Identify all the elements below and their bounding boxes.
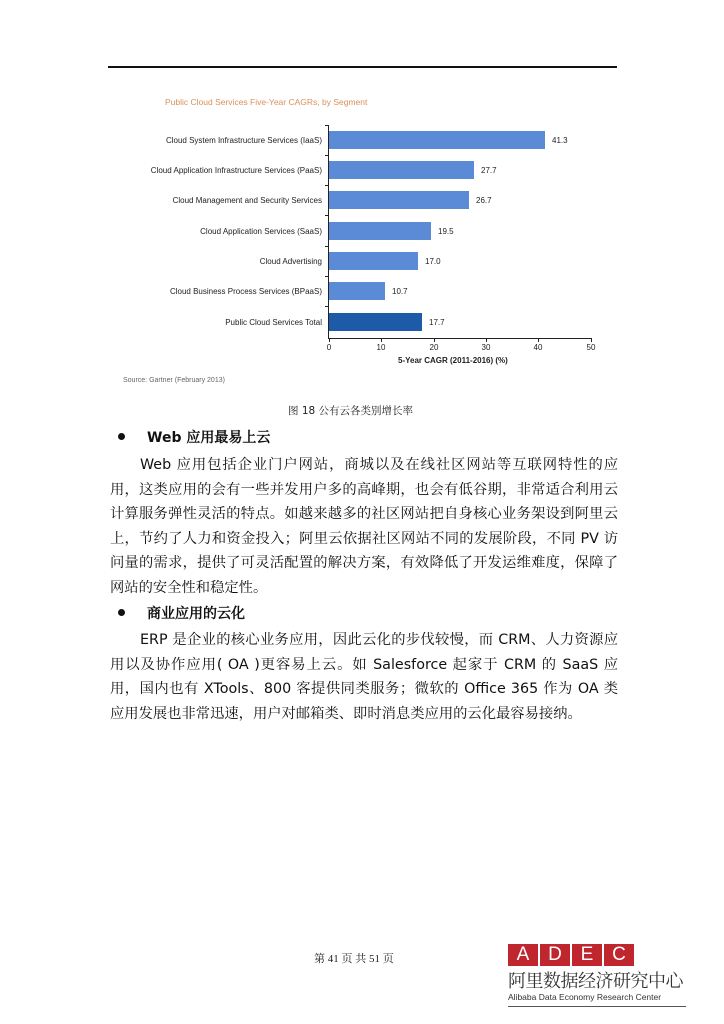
category-label: Cloud System Infrastructure Services (IaaS) (165, 136, 322, 145)
x-tick (329, 338, 330, 342)
x-tick-label: 50 (586, 343, 596, 352)
chart-source: Source: Gartner (February 2013) (123, 377, 225, 384)
x-tick-label: 0 (326, 343, 332, 352)
chart-title: Public Cloud Services Five-Year CAGRs, by Segment (165, 97, 368, 107)
bar-iaas (329, 131, 545, 149)
y-tick (325, 125, 329, 126)
bar-bpaas (329, 282, 385, 300)
y-tick (325, 185, 329, 186)
value-label: 17.7 (429, 318, 445, 327)
x-tick (381, 338, 382, 342)
y-tick (325, 276, 329, 277)
category-label: Cloud Business Process Services (BPaaS) (169, 287, 322, 296)
category-label: Cloud Management and Security Services (172, 196, 322, 205)
value-label: 17.0 (425, 257, 441, 266)
x-axis (328, 338, 592, 339)
paragraph-text: Web 应用包括企业门户网站，商城以及在线社区网站等互联网特性的应用，这类应用的会有一些并发用户多的高峰期，也会有低谷期，非常适合利用云计算服务弹性灵活的特点。如越来越多的社区网站把自身核心业务架设到阿里云上，节约了人力和资金投入；阿里云依据社区网站不同的发展阶段，不同 PV 访问量的需求，提供了可灵活配置的解决方案，有效降低了开发运维难度，保障了网站的安全性和稳定性。 (110, 457, 618, 596)
y-tick (325, 215, 329, 216)
value-label: 27.7 (481, 166, 497, 175)
x-axis-label: 5-Year CAGR (2011-2016) (%) (398, 356, 508, 365)
adec-logo (508, 944, 688, 1007)
bar-paas (329, 161, 474, 179)
y-tick (325, 306, 329, 307)
paragraph-text: ERP 是企业的核心业务应用，因此云化的步伐较慢，而 CRM、人力资源应用以及协作应用( OA )更容易上云。如 Salesforce 起家于 CRM 的 SaaS 应用，国内也有 XTools、800 客提供同类服务；微软的 Office 365 作为 OA 类应用发展也非常迅速，用户对邮箱类、即时消息类应用的云化最容易接纳。 (110, 632, 618, 722)
x-tick-label: 10 (376, 343, 386, 352)
section-paragraph-business (110, 628, 618, 726)
logo-rule (508, 1006, 686, 1007)
x-tick (434, 338, 435, 342)
bar-saas (329, 222, 431, 240)
bullet-icon (118, 609, 125, 616)
category-label: Public Cloud Services Total (225, 318, 322, 327)
value-label: 10.7 (392, 287, 408, 296)
section-paragraph-web (110, 453, 618, 601)
section-heading-text: 商业应用的云化 (147, 606, 245, 622)
logo-chinese-name: 阿里数据经济研究中心 (508, 971, 683, 992)
bar-total (329, 313, 422, 331)
logo-letter: D (540, 944, 570, 966)
x-tick-label: 40 (533, 343, 543, 352)
logo-letters (508, 944, 688, 966)
bar-advertising (329, 252, 418, 270)
logo-english-name: Alibaba Data Economy Research Center (508, 992, 662, 1002)
figure-caption: 图 18 公有云各类别增长率 (288, 405, 414, 417)
x-tick (591, 338, 592, 342)
section-heading-web (118, 427, 270, 447)
value-label: 19.5 (438, 227, 454, 236)
x-tick-label: 30 (481, 343, 491, 352)
y-tick (325, 155, 329, 156)
category-label: Cloud Application Services (SaaS) (200, 227, 322, 236)
page-number: 第 41 页 共 51 页 (314, 953, 394, 965)
logo-letter: E (572, 944, 602, 966)
logo-letter: A (508, 944, 538, 966)
x-tick (486, 338, 487, 342)
x-tick (538, 338, 539, 342)
section-heading-business (118, 603, 245, 623)
section-heading-text: Web 应用最易上云 (147, 430, 271, 446)
logo-letter: C (604, 944, 634, 966)
x-tick-label: 20 (429, 343, 439, 352)
cagr-bar-chart (0, 0, 724, 384)
bar-management-security (329, 191, 469, 209)
value-label: 26.7 (476, 196, 492, 205)
value-label: 41.3 (552, 136, 568, 145)
y-tick (325, 246, 329, 247)
category-label: Cloud Application Infrastructure Services (PaaS) (150, 166, 322, 175)
category-label: Cloud Advertising (259, 257, 322, 266)
bullet-icon (118, 433, 125, 440)
